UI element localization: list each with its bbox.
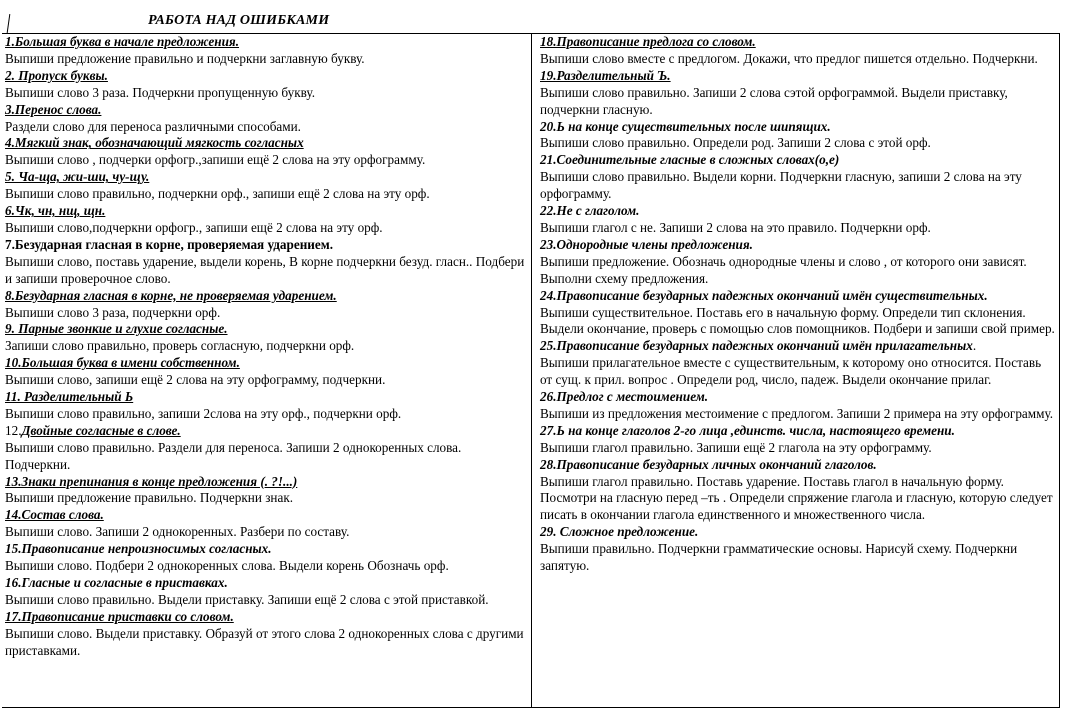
list-item <box>5 423 527 474</box>
item-title: 15.Правописание непроизносимых согласных. <box>5 541 272 557</box>
right-column <box>540 34 1056 575</box>
item-title: Двойные согласные в слове. <box>21 422 181 438</box>
list-item <box>540 338 1056 389</box>
item-title: 19.Разделительный Ъ. <box>540 67 671 83</box>
item-body: Выпиши предложение правильно и подчеркни заглавную букву. <box>5 50 365 66</box>
list-item <box>540 34 1056 68</box>
item-title: 24.Правописание безударных падежных окончаний имён существительных. <box>540 287 988 303</box>
item-title: 17.Правописание приставки со словом. <box>5 608 234 624</box>
item-body: Выпиши предложение правильно. Подчеркни знак. <box>5 490 294 506</box>
item-body: Выпиши слово правильно. Определи род. Запиши 2 слова с этой орф. <box>540 135 931 151</box>
item-body: Выпиши слово,подчеркни орфогр., запиши ещё 2 слова на эту орф. <box>5 219 383 235</box>
list-item <box>5 507 527 541</box>
item-title: 6.Чк, чн, нщ, щн. <box>5 203 106 219</box>
item-body: Выпиши слово правильно. Запиши 2 слова сэтой орфограммой. Выдели приставку, подчеркни гласную. <box>540 84 1008 117</box>
item-title: 23.Однородные члены предложения. <box>540 236 753 252</box>
list-item <box>5 237 527 288</box>
column-divider <box>531 33 532 708</box>
item-body: Выпиши слово, поставь ударение, выдели корень, В корне подчеркни безуд. гласн.. Подбери и запиши проверочное слово. <box>5 253 525 286</box>
item-title: 11. Разделительный Ь <box>5 389 134 405</box>
item-title: 18.Правописание предлога со словом. <box>540 34 756 49</box>
item-title: 28.Правописание безударных личных окончаний глаголов. <box>540 456 877 472</box>
item-body: Выпиши правильно. Подчеркни грамматические основы. Нарисуй схему. Подчеркни запятую. <box>540 541 1018 574</box>
item-body: Выпиши слово, запиши ещё 2 слова на эту орфограмму, подчеркни. <box>5 372 386 388</box>
list-item <box>540 288 1056 339</box>
list-item <box>5 609 527 660</box>
item-body: Выпиши слово вместе с предлогом. Докажи, что предлог пишется отдельно. Подчеркни. <box>540 50 1038 66</box>
item-body: Выпиши слово , подчерки орфогр.,запиши ещё 2 слова на эту орфограмму. <box>5 152 426 168</box>
item-body: Выпиши слово правильно. Выдели приставку. Запиши ещё 2 слова с этой приставкой. <box>5 591 489 607</box>
item-body: Выпиши глагол с не. Запиши 2 слова на это правило. Подчеркни орф. <box>540 219 931 235</box>
item-body: Выпиши слово. Выдели приставку. Образуй от этого слова 2 однокоренных слова с другими приставками. <box>5 625 524 658</box>
list-item <box>5 169 527 203</box>
text-cursor <box>7 14 11 33</box>
list-item <box>5 34 527 68</box>
list-item <box>5 575 527 609</box>
list-item <box>5 355 527 389</box>
list-item <box>5 474 527 508</box>
list-item <box>5 203 527 237</box>
list-item <box>5 541 527 575</box>
item-title: 10.Большая буква в имени собственном. <box>5 355 240 371</box>
list-item <box>540 237 1056 288</box>
item-title-suffix: . <box>972 338 977 354</box>
item-title: 29. Сложное предложение. <box>540 524 699 540</box>
list-item <box>5 288 527 322</box>
item-body: Выпиши из предложения местоимение с предлогом. Запиши 2 примера на эту орфограмму. <box>540 405 1054 421</box>
item-title: 13.Знаки препинания в конце предложения (. ?!...) <box>5 473 298 489</box>
item-body: Выпиши слово 3 раза, подчеркни орф. <box>5 304 221 320</box>
list-item <box>5 68 527 102</box>
page-title: РАБОТА НАД ОШИБКАМИ <box>148 13 330 28</box>
item-body: Запиши слово правильно, проверь согласную, подчеркни орф. <box>5 338 355 354</box>
list-item <box>5 135 527 169</box>
item-body: Выпиши слово правильно. Выдели корни. Подчеркни гласную, запиши 2 слова на эту орфограмму. <box>540 169 1022 202</box>
list-item <box>5 321 527 355</box>
item-body: Выпиши слово 3 раза. Подчеркни пропущенную букву. <box>5 84 315 100</box>
item-title: 21.Соединительные гласные в сложных словах(о,е) <box>540 152 840 168</box>
item-title: 3.Перенос слова. <box>5 101 102 117</box>
item-title: 14.Состав слова. <box>5 507 104 523</box>
item-title: 25.Правописание безударных падежных окончаний имён прилагательных <box>540 338 973 354</box>
list-item <box>540 389 1056 423</box>
item-number: 12. <box>5 422 22 438</box>
item-body: Выпиши предложение. Обозначь однородные члены и слово , от которого они зависят. Выполни схему предложения. <box>540 253 1027 286</box>
list-item <box>540 423 1056 457</box>
item-title: 27.Ь на конце глаголов 2-го лица ,единств. числа, настоящего времени. <box>540 422 955 438</box>
item-title: 22.Не с глаголом. <box>540 203 640 219</box>
item-body: Выпиши прилагательное вместе с существительным, к которому оно относится. Поставь от сущ. к прил. вопрос . Определи род, число, падеж. Выдели окончание прилаг. <box>540 355 1042 388</box>
item-title: 1.Большая буква в начале предложения. <box>5 34 240 49</box>
list-item <box>5 102 527 136</box>
item-title: 26.Предлог с местоимением. <box>540 389 709 405</box>
item-body: Выпиши слово. Запиши 2 однокоренных. Разбери по составу. <box>5 524 350 540</box>
list-item <box>540 119 1056 153</box>
item-title: 16.Гласные и согласные в приставках. <box>5 575 228 590</box>
list-item <box>540 203 1056 237</box>
item-body: Выпиши глагол правильно. Запиши ещё 2 глагола на эту орфограмму. <box>540 439 932 455</box>
list-item <box>540 68 1056 119</box>
item-title: 20.Ь на конце существительных после шипящих. <box>540 118 831 134</box>
item-title: 4.Мягкий знак, обозначающий мягкость согласных <box>5 135 304 151</box>
left-column <box>5 34 527 660</box>
item-body: Выпиши существительное. Поставь его в начальную форму. Определи тип склонения. Выдели окончание, проверь с помощью слов помощников. Подбери и запиши свой пример. <box>540 304 1055 337</box>
item-body: Выпиши глагол правильно. Поставь ударение. Поставь глагол в начальную форму. Посмотри на гласную перед –ть . Определи спряжение глагола и гласную, которую следует писать в окончании глагола единственного и множественного числа. <box>540 473 1053 523</box>
item-title: 2. Пропуск буквы. <box>5 67 108 83</box>
item-body: Выпиши слово правильно, запиши 2слова на эту орф., подчеркни орф. <box>5 405 402 421</box>
item-body: Раздели слово для переноса различными способами. <box>5 118 301 134</box>
item-title: 9. Парные звонкие и глухие согласные. <box>5 321 228 337</box>
list-item <box>540 152 1056 203</box>
item-body: Выпиши слово. Подбери 2 однокоренных слова. Выдели корень Обозначь орф. <box>5 558 449 574</box>
item-body: Выпиши слово правильно, подчеркни орф., запиши ещё 2 слова на эту орф. <box>5 186 430 202</box>
list-item <box>540 457 1056 525</box>
item-title: 5. Ча-ща, жи-ши, чу-щу. <box>5 169 150 185</box>
list-item <box>540 524 1056 575</box>
list-item <box>5 389 527 423</box>
item-body: Выпиши слово правильно. Раздели для переноса. Запиши 2 однокоренных слова. Подчеркни. <box>5 439 462 472</box>
item-title: 8.Безударная гласная в корне, не проверяемая ударением. <box>5 287 337 303</box>
item-title: 7.Безударная гласная в корне, проверяемая ударением. <box>5 236 334 252</box>
